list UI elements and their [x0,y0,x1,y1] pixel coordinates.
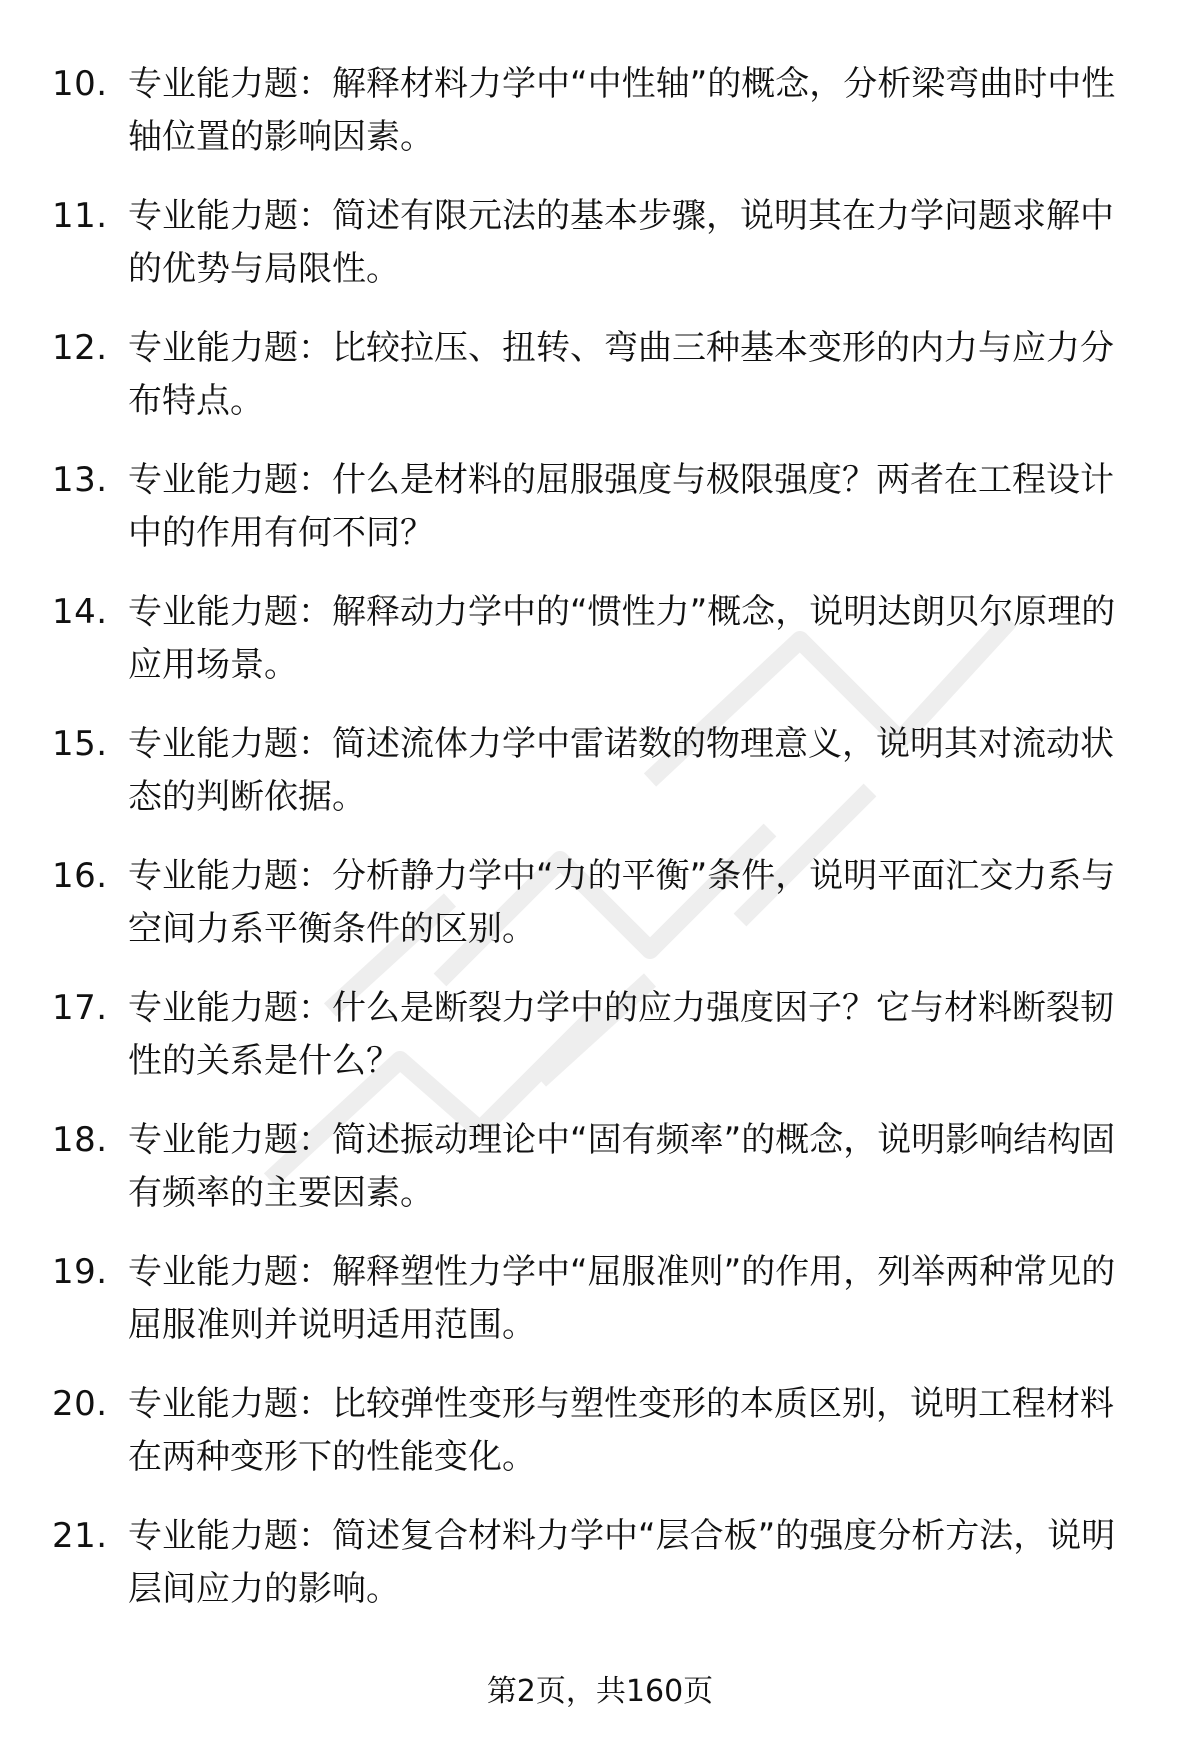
question-text: 专业能力题：简述流体力学中雷诺数的物理意义，说明其对流动状态的判断依据。 [128,724,1114,817]
question-number: 14. [52,592,108,632]
question-text: 专业能力题：比较弹性变形与塑性变形的本质区别，说明工程材料在两种变形下的性能变化。 [128,1384,1114,1477]
question-number: 13. [52,460,108,500]
question-item-14 [52,586,1142,718]
question-item-19 [52,1246,1142,1378]
question-number: 12. [52,328,108,368]
page-number-footer: 第2页，共160页 [486,1674,714,1709]
question-text: 专业能力题：解释动力学中的“惯性力”概念，说明达朗贝尔原理的应用场景。 [128,592,1116,685]
question-number: 16. [52,856,108,896]
question-number: 10. [52,64,108,104]
question-item-10 [52,58,1142,190]
question-text: 专业能力题：分析静力学中“力的平衡”条件，说明平面汇交力系与空间力系平衡条件的区别。 [128,856,1116,949]
question-item-16 [52,850,1142,982]
question-text: 专业能力题：简述复合材料力学中“层合板”的强度分析方法，说明层间应力的影响。 [128,1516,1116,1609]
question-list [52,58,1142,1642]
question-item-20 [52,1378,1142,1510]
question-item-11 [52,190,1142,322]
question-item-17 [52,982,1142,1114]
question-number: 21. [52,1516,108,1556]
question-number: 15. [52,724,108,764]
question-text: 专业能力题：比较拉压、扭转、弯曲三种基本变形的内力与应力分布特点。 [128,328,1114,421]
question-text: 专业能力题：解释塑性力学中“屈服准则”的作用，列举两种常见的屈服准则并说明适用范围。 [128,1252,1116,1345]
question-text: 专业能力题：解释材料力学中“中性轴”的概念，分析梁弯曲时中性轴位置的影响因素。 [128,64,1116,157]
question-text: 专业能力题：什么是断裂力学中的应力强度因子？它与材料断裂韧性的关系是什么？ [128,988,1114,1081]
question-number: 11. [52,196,108,236]
question-text: 专业能力题：简述有限元法的基本步骤，说明其在力学问题求解中的优势与局限性。 [128,196,1114,289]
question-number: 19. [52,1252,108,1292]
question-item-18 [52,1114,1142,1246]
question-item-21 [52,1510,1142,1642]
question-item-15 [52,718,1142,850]
question-text: 专业能力题：什么是材料的屈服强度与极限强度？两者在工程设计中的作用有何不同？ [128,460,1114,553]
question-number: 18. [52,1120,108,1160]
question-text: 专业能力题：简述振动理论中“固有频率”的概念，说明影响结构固有频率的主要因素。 [128,1120,1116,1213]
question-item-12 [52,322,1142,454]
question-number: 20. [52,1384,108,1424]
question-item-13 [52,454,1142,586]
question-number: 17. [52,988,108,1028]
